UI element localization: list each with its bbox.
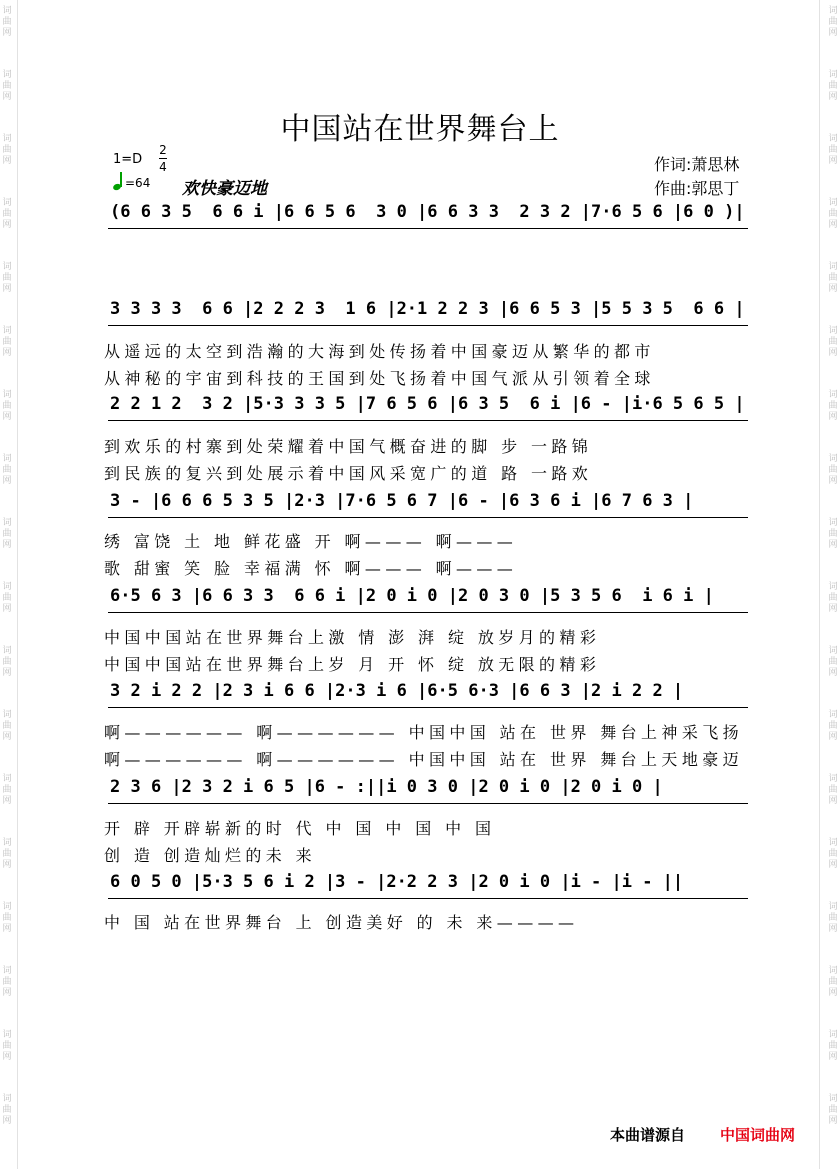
watermark-char: 词	[2, 902, 12, 912]
watermark-char: 词	[828, 518, 838, 528]
notation-row	[104, 681, 756, 715]
watermark-char: 曲	[2, 913, 12, 923]
watermark-char: 词	[2, 1094, 12, 1104]
lyric-line: 中国中国站在世界舞台上岁 月 开 怀 绽 放无限的精彩	[104, 655, 601, 674]
watermark-char: 网	[828, 1052, 838, 1062]
watermark-char: 网	[2, 796, 12, 806]
watermark-char: 词	[828, 902, 838, 912]
notation-row	[104, 202, 756, 236]
lyric-line: 中国中国站在世界舞台上激 情 澎 湃 绽 放岁月的精彩	[104, 628, 601, 647]
watermark-char: 词	[2, 326, 12, 336]
beam-line	[108, 517, 748, 518]
watermark-char: 网	[2, 924, 12, 934]
watermark-char: 词	[828, 390, 838, 400]
watermark-char: 词	[828, 326, 838, 336]
watermark-char: 词	[2, 582, 12, 592]
lyric-line: 啊—————— 啊—————— 中国中国 站在 世界 舞台上天地豪迈	[104, 750, 744, 769]
watermark-char: 网	[828, 860, 838, 870]
watermark-char: 曲	[2, 1105, 12, 1115]
watermark-char: 曲	[2, 721, 12, 731]
lyric-line: 从神秘的宇宙到科技的王国到处飞扬着中国气派从引领着全球	[104, 369, 655, 388]
watermark-char: 词	[2, 838, 12, 848]
lyric-line: 中 国 站在世界舞台 上 创造美好 的 未 来————	[104, 913, 579, 932]
watermark-char: 网	[828, 668, 838, 678]
watermark-char: 网	[828, 92, 838, 102]
lyric-line: 从遥远的太空到浩瀚的大海到处传扬着中国豪迈从繁华的都市	[104, 342, 655, 361]
watermark-char: 曲	[2, 849, 12, 859]
watermark-char: 曲	[828, 1105, 838, 1115]
watermark-char: 词	[2, 454, 12, 464]
notation-row	[104, 777, 756, 811]
watermark-char: 词	[2, 966, 12, 976]
watermark-char: 词	[2, 774, 12, 784]
expression-mark: 欢快豪迈地	[182, 179, 267, 199]
watermark-char: 词	[2, 262, 12, 272]
watermark-char: 网	[828, 540, 838, 550]
watermark-char: 曲	[2, 593, 12, 603]
notation-text: 3 3 3 3 6 6 |2 2 2 3 1 6 |2·1 2 2 3 |6 6 5 3 |5 5 3 5 6 6 |	[110, 299, 745, 319]
watermark-char: 网	[828, 412, 838, 422]
watermark-char: 曲	[2, 17, 12, 27]
watermark-char: 曲	[828, 785, 838, 795]
watermark-char: 曲	[828, 209, 838, 219]
watermark-char: 网	[828, 1116, 838, 1126]
watermark-char: 网	[2, 92, 12, 102]
beam-line	[108, 612, 748, 613]
watermark-char: 词	[828, 966, 838, 976]
watermark-char: 网	[828, 348, 838, 358]
watermark-char: 网	[2, 476, 12, 486]
watermark-char: 曲	[828, 81, 838, 91]
watermark-char: 曲	[828, 913, 838, 923]
notation-text: 3 - |6 6 6 5 3 5 |2·3 |7·6 5 6 7 |6 - |6 3 6 i |6 7 6 3 |	[110, 491, 694, 511]
watermark-char: 词	[2, 390, 12, 400]
watermark-char: 网	[2, 860, 12, 870]
watermark-char: 词	[828, 582, 838, 592]
watermark-char: 词	[828, 134, 838, 144]
watermark-char: 曲	[2, 209, 12, 219]
watermark-char: 曲	[2, 337, 12, 347]
time-signature-bottom: 4	[159, 160, 167, 174]
watermark-char: 网	[2, 604, 12, 614]
watermark-char: 曲	[828, 977, 838, 987]
notation-row	[104, 299, 756, 333]
watermark-char: 网	[828, 476, 838, 486]
beam-line	[108, 228, 748, 229]
watermark-char: 网	[2, 1116, 12, 1126]
watermark-char: 词	[2, 646, 12, 656]
watermark-char: 网	[828, 988, 838, 998]
watermark-char: 网	[828, 284, 838, 294]
tempo-value: =64	[125, 176, 151, 190]
watermark-char: 网	[828, 156, 838, 166]
watermark-char: 网	[2, 156, 12, 166]
watermark-char: 网	[828, 732, 838, 742]
watermark-char: 词	[828, 262, 838, 272]
watermark-char: 曲	[2, 1041, 12, 1051]
watermark-char: 曲	[2, 977, 12, 987]
watermark-char: 网	[2, 732, 12, 742]
watermark-char: 词	[2, 710, 12, 720]
watermark-char: 曲	[828, 145, 838, 155]
watermark-char: 网	[2, 540, 12, 550]
watermark-char: 词	[828, 198, 838, 208]
watermark-char: 曲	[2, 401, 12, 411]
watermark-char: 词	[2, 518, 12, 528]
beam-line	[108, 898, 748, 899]
watermark-char: 词	[2, 6, 12, 16]
watermark-char: 曲	[2, 529, 12, 539]
watermark-char: 曲	[2, 465, 12, 475]
watermark-char: 词	[828, 6, 838, 16]
time-signature-top: 2	[159, 143, 167, 157]
notation-text: 2 2 1 2 3 2 |5·3 3 3 5 |7 6 5 6 |6 3 5 6 i |6 - |i·6 5 6 5 |	[110, 394, 745, 414]
lyric-line: 绣 富饶 土 地 鲜花盛 开 啊——— 啊———	[104, 532, 518, 551]
watermark-char: 网	[2, 348, 12, 358]
watermark-char: 词	[2, 134, 12, 144]
watermark-char: 网	[2, 668, 12, 678]
notation-text: 3 2 i 2 2 |2 3 i 6 6 |2·3 i 6 |6·5 6·3 |6 6 3 |2 i 2 2 |	[110, 681, 684, 701]
notation-row	[104, 491, 756, 525]
source-label: 本曲谱源自	[610, 1126, 686, 1144]
watermark-char: 曲	[2, 81, 12, 91]
lyric-line: 啊—————— 啊—————— 中国中国 站在 世界 舞台上神采飞扬	[104, 723, 744, 742]
notation-row	[104, 394, 756, 428]
watermark-char: 网	[828, 604, 838, 614]
watermark-char: 曲	[828, 657, 838, 667]
notation-text: 6 0 5 0 |5·3 5 6 i 2 |3 - |2·2 2 3 |2 0 i 0 |i - |i - ||	[110, 872, 684, 892]
watermark-char: 曲	[828, 1041, 838, 1051]
watermark-char: 网	[2, 988, 12, 998]
notation-text: 2 3 6 |2 3 2 i 6 5 |6 - :||i 0 3 0 |2 0 i 0 |2 0 i 0 |	[110, 777, 663, 797]
lyricist-credit: 作词:萧思林	[654, 155, 740, 174]
lyric-line: 歌 甜蜜 笑 脸 幸福满 怀 啊——— 啊———	[104, 559, 518, 578]
watermark-char: 曲	[828, 17, 838, 27]
beam-line	[108, 325, 748, 326]
watermark-char: 词	[2, 1030, 12, 1040]
watermark-char: 网	[2, 284, 12, 294]
watermark-char: 词	[828, 710, 838, 720]
watermark-char: 曲	[828, 849, 838, 859]
notation-text: (6 6 3 5 6 6 i |6 6 5 6 3 0 |6 6 3 3 2 3 2 |7·6 5 6 |6 0 )|	[110, 202, 745, 222]
watermark-char: 词	[828, 1030, 838, 1040]
watermark-char: 曲	[828, 465, 838, 475]
notation-row	[104, 586, 756, 620]
watermark-char: 网	[828, 220, 838, 230]
composer-credit: 作曲:郭思丁	[654, 179, 740, 198]
watermark-char: 曲	[2, 785, 12, 795]
watermark-char: 曲	[828, 529, 838, 539]
beam-line	[108, 707, 748, 708]
lyric-line: 创 造 创造灿烂的未 来	[104, 846, 317, 865]
watermark-char: 曲	[828, 337, 838, 347]
notation-text: 6·5 6 3 |6 6 3 3 6 6 i |2 0 i 0 |2 0 3 0 |5 3 5 6 i 6 i |	[110, 586, 714, 606]
watermark-char: 词	[828, 70, 838, 80]
watermark-char: 词	[2, 198, 12, 208]
song-title: 中国站在世界舞台上	[280, 112, 560, 147]
watermark-char: 网	[2, 28, 12, 38]
source-site-link[interactable]: 中国词曲网	[720, 1126, 796, 1144]
watermark-char: 词	[2, 70, 12, 80]
watermark-char: 曲	[828, 721, 838, 731]
watermark-char: 曲	[828, 273, 838, 283]
watermark-char: 网	[828, 28, 838, 38]
watermark-char: 词	[828, 454, 838, 464]
watermark-char: 词	[828, 838, 838, 848]
beam-line	[108, 803, 748, 804]
lyric-line: 到民族的复兴到处展示着中国风采宽广的道 路 一路欢	[104, 464, 593, 483]
watermark-char: 词	[828, 646, 838, 656]
watermark-char: 网	[828, 924, 838, 934]
notation-row	[104, 872, 756, 906]
beam-line	[108, 420, 748, 421]
lyric-line: 到欢乐的村寨到处荣耀着中国气概奋进的脚 步 一路锦	[104, 437, 593, 456]
watermark-char: 曲	[2, 145, 12, 155]
key-signature: 1=D	[113, 152, 143, 167]
watermark-char: 词	[828, 774, 838, 784]
watermark-char: 曲	[2, 657, 12, 667]
watermark-char: 网	[828, 796, 838, 806]
watermark-char: 曲	[828, 593, 838, 603]
lyric-line: 开 辟 开辟崭新的时 代 中 国 中 国 中 国	[104, 819, 496, 838]
watermark-char: 网	[2, 412, 12, 422]
watermark-char: 网	[2, 1052, 12, 1062]
watermark-char: 曲	[828, 401, 838, 411]
watermark-char: 曲	[2, 273, 12, 283]
watermark-char: 网	[2, 220, 12, 230]
watermark-char: 词	[828, 1094, 838, 1104]
